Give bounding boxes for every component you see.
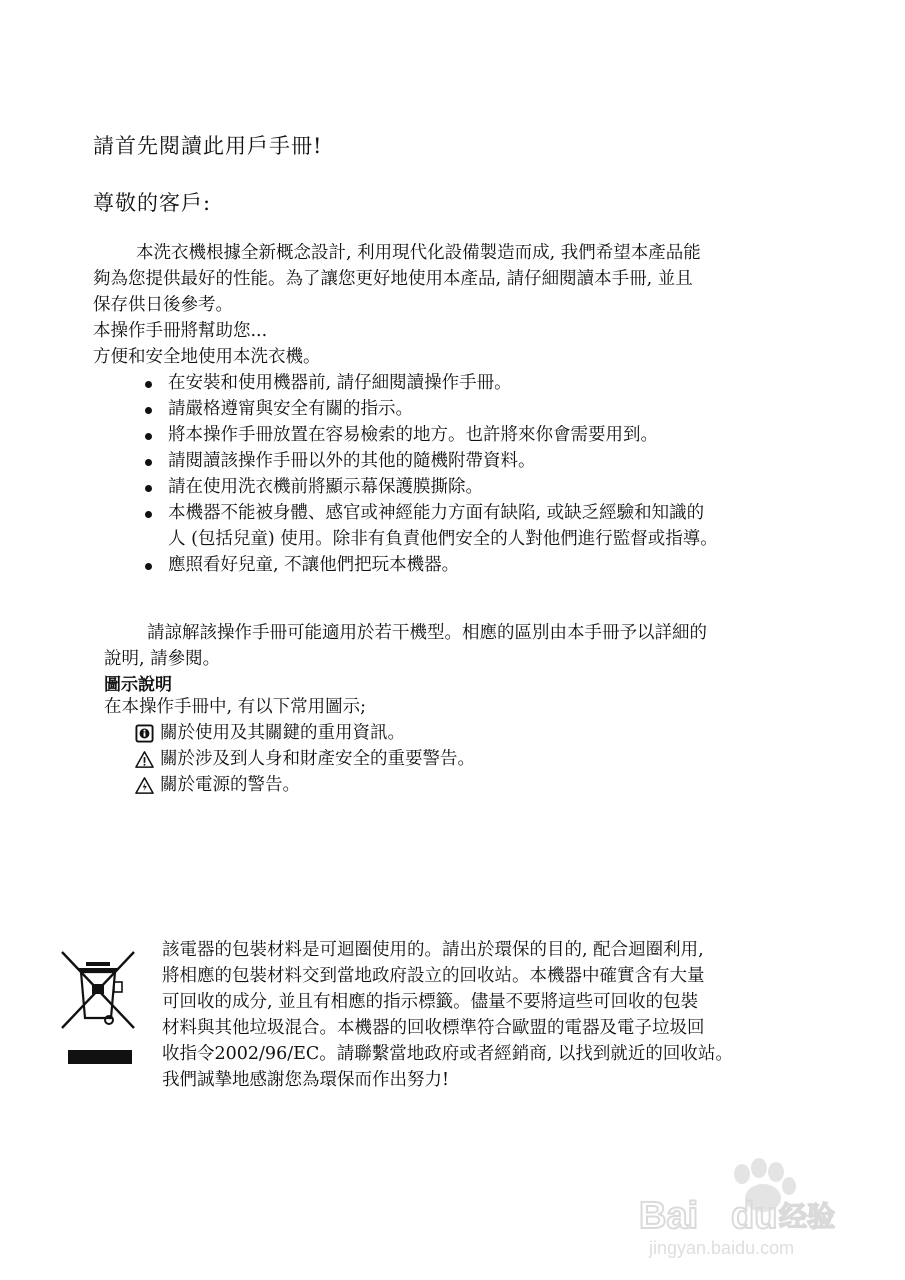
list-item: 請在使用洗衣機前將顯示幕保護膜撕除。 (142, 474, 718, 500)
bullet-icon (145, 485, 152, 492)
recycling-line: 我們誠摯地感謝您為環保而作出努力! (162, 1070, 450, 1090)
legend-item: 關於電源的警告。 (135, 772, 475, 798)
recycling-line: 收指令2002/96/EC。請聯繫當地政府或者經銷商, 以找到就近的回收站。 (162, 1044, 733, 1064)
page-title: 請首先閱讀此用戶手冊! (93, 134, 323, 158)
bullet-icon (145, 511, 152, 518)
list-item: 應照看好兒童, 不讓他們把玩本機器。 (142, 552, 718, 578)
bullet-icon (145, 563, 152, 570)
list-item: 將本操作手冊放置在容易檢索的地方。也許將來你會需要用到。 (142, 422, 718, 448)
recycling-line: 可回收的成分, 並且有相應的指示標籤。儘量不要將這些可回收的包裝 (162, 992, 699, 1012)
note-line: 請諒解該操作手冊可能適用於若干機型。相應的區別由本手冊予以詳細的 (147, 623, 707, 643)
intro-line: 本洗衣機根據全新概念設計, 利用現代化設備製造而成, 我們希望本產品能 (136, 243, 701, 263)
list-item: 在安裝和使用機器前, 請仔細閱讀操作手冊。 (142, 370, 718, 396)
list-item: 本機器不能被身體、感官或神經能力方面有缺陷, 或缺乏經驗和知識的 人 (包括兒童) 使用。除非有負責他們安全的人對他們進行監督或指導。 (142, 500, 718, 552)
recycling-line: 該電器的包裝材料是可迴圈使用的。請出於環保的目的, 配合迴圈利用, (162, 940, 704, 960)
watermark-brand-2: du (731, 1195, 778, 1237)
note-line: 說明, 請參閱。 (104, 649, 221, 669)
intro-line: 夠為您提供最好的性能。為了讓您更好地使用本產品, 請仔細閱讀本手冊, 並且 (93, 269, 693, 289)
legend-list (135, 720, 475, 798)
watermark-suffix: 经验 (779, 1200, 836, 1233)
electric-warning-icon (135, 776, 154, 795)
crossed-bin-icon (56, 940, 140, 1070)
recycling-line: 將相應的包裝材料交到當地政府設立的回收站。本機器中確實含有大量 (162, 966, 705, 986)
baidu-jingyan-watermark (639, 1150, 849, 1260)
list-item: 請閱讀該操作手冊以外的其他的隨機附帶資料。 (142, 448, 718, 474)
bullet-icon (145, 407, 152, 414)
legend-item: 關於涉及到人身和財產安全的重要警告。 (135, 746, 475, 772)
warning-icon (135, 750, 154, 769)
intro-line: 本操作手冊將幫助您... (93, 321, 268, 341)
watermark-brand: Bai (639, 1195, 699, 1237)
legend-intro: 在本操作手冊中, 有以下常用圖示; (104, 697, 367, 717)
info-icon (135, 724, 154, 743)
recycling-paragraph (162, 937, 733, 1093)
bullet-icon (145, 459, 152, 466)
bullet-icon (145, 433, 152, 440)
list-item: 請嚴格遵甯與安全有關的指示。 (142, 396, 718, 422)
intro-paragraph (93, 240, 853, 370)
legend-item: 關於使用及其關鍵的重用資訊。 (135, 720, 475, 746)
safety-bullet-list (142, 370, 718, 578)
bullet-icon (145, 381, 152, 388)
greeting: 尊敬的客戶: (93, 191, 212, 215)
legend-title: 圖示說明 (104, 675, 172, 695)
intro-line: 保存供日後參考。 (93, 295, 233, 315)
recycling-line: 材料與其他垃圾混合。本機器的回收標準符合歐盟的電器及電子垃圾回 (162, 1018, 705, 1038)
model-note (104, 620, 707, 672)
watermark-url: jingyan.baidu.com (649, 1238, 795, 1258)
intro-line: 方便和安全地使用本洗衣機。 (93, 347, 321, 367)
